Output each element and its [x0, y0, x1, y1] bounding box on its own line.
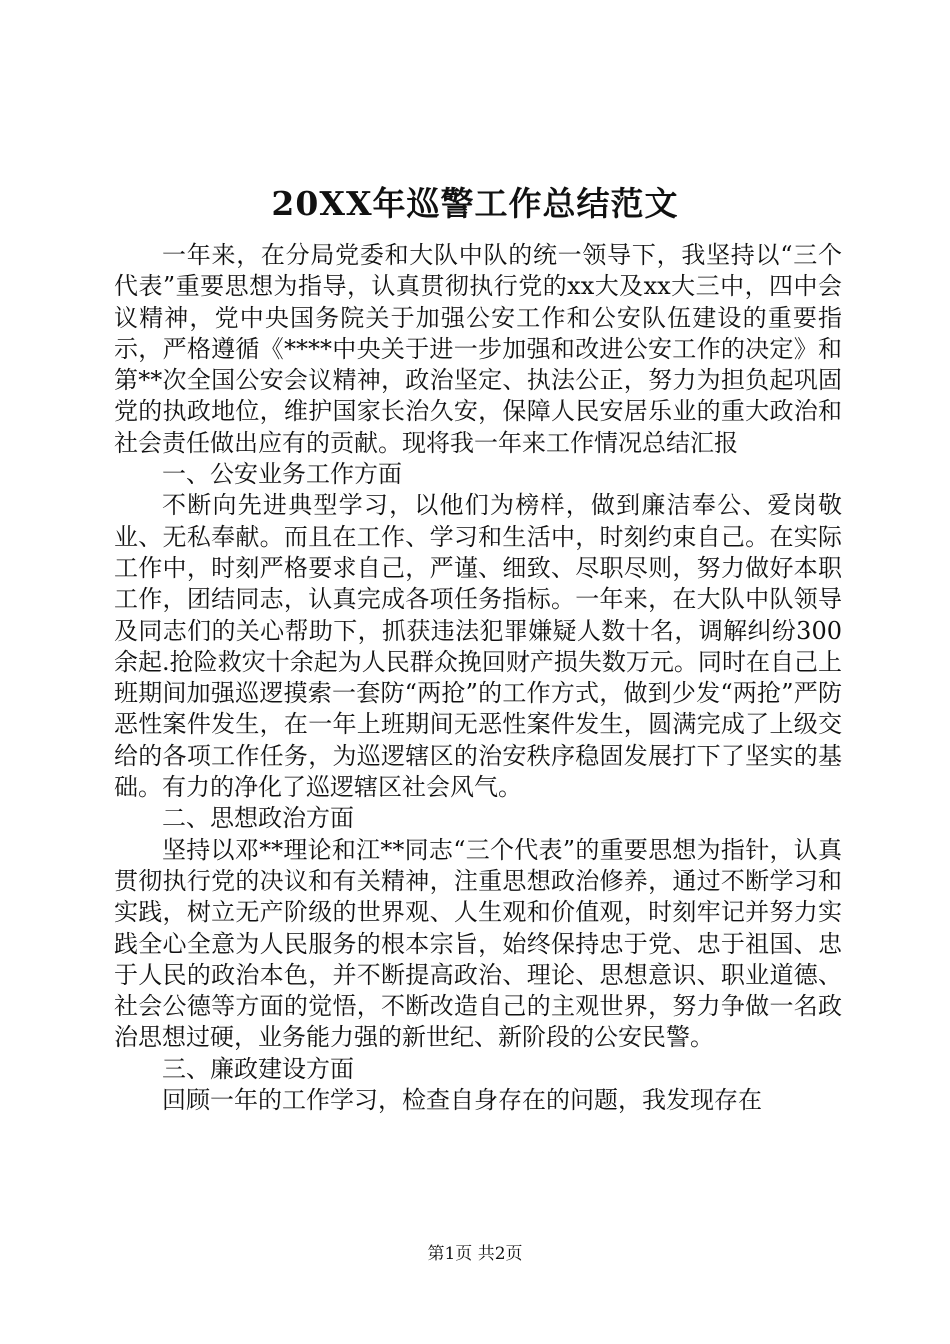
document-title: 20XX年巡警工作总结范文 [271, 184, 679, 223]
section-heading-business: 一、公安业务工作方面 [162, 460, 402, 489]
section-heading-political: 二、思想政治方面 [162, 804, 354, 833]
paragraph-political: 坚持以邓**理论和江**同志“三个代表”的重要思想为指针，认真贯彻执行党的决议和有关精神，注重思想政治修养，通过不断学习和实践，树立无产阶级的世界观、人生观和价值观，时刻牢记并努力实践全心全意为人民服务的根本宗旨，始终保持忠于党、忠于祖国、忠于人民的政治本色，并不断提高政治、理论、思想意识、职业道德、社会公德等方面的觉悟，不断改造自己的主观世界，努力争做一名政治思想过硬，业务能力强的新世纪、新阶段的公安民警。 [114, 835, 842, 1052]
section-heading-integrity: 三、廉政建设方面 [162, 1054, 354, 1083]
page-number-footer: 第1页 共2页 [427, 1244, 523, 1264]
paragraph-integrity: 回顾一年的工作学习，检查自身存在的问题，我发现存在 [162, 1086, 762, 1115]
paragraph-intro: 一年来，在分局党委和大队中队的统一领导下，我坚持以“三个代表”重要思想为指导，认真贯彻执行党的xx大及xx大三中，四中会议精神，党中央国务院关于加强公安工作和公安队伍建设的重要指示，严格遵循《****中央关于进一步加强和改进公安工作的决定》和第**次全国公安会议精神，政治坚定、执法公正，努力为担负起巩固党的执政地位，维护国家长治久安，保障人民安居乐业的重大政治和社会责任做出应有的贡献。现将我一年来工作情况总结汇报 [114, 241, 842, 457]
document-body [114, 240, 842, 1116]
paragraph-business: 不断向先进典型学习，以他们为榜样，做到廉洁奉公、爱岗敬业、无私奉献。而且在工作、学习和生活中，时刻约束自己。在实际工作中，时刻严格要求自己，严谨、细致、尽职尽则，努力做好本职工作，团结同志，认真完成各项任务指标。一年来，在大队中队领导及同志们的关心帮助下，抓获违法犯罪嫌疑人数十名，调解纠纷300余起.抢险救灾十余起为人民群众挽回财产损失数万元。同时在自己上班期间加强巡逻摸索一套防“两抢”的工作方式，做到少发“两抢”严防恶性案件发生，在一年上班期间无恶性案件发生，圆满完成了上级交给的各项工作任务，为巡逻辖区的治安秩序稳固发展打下了坚实的基础。有力的净化了巡逻辖区社会风气。 [114, 491, 842, 802]
